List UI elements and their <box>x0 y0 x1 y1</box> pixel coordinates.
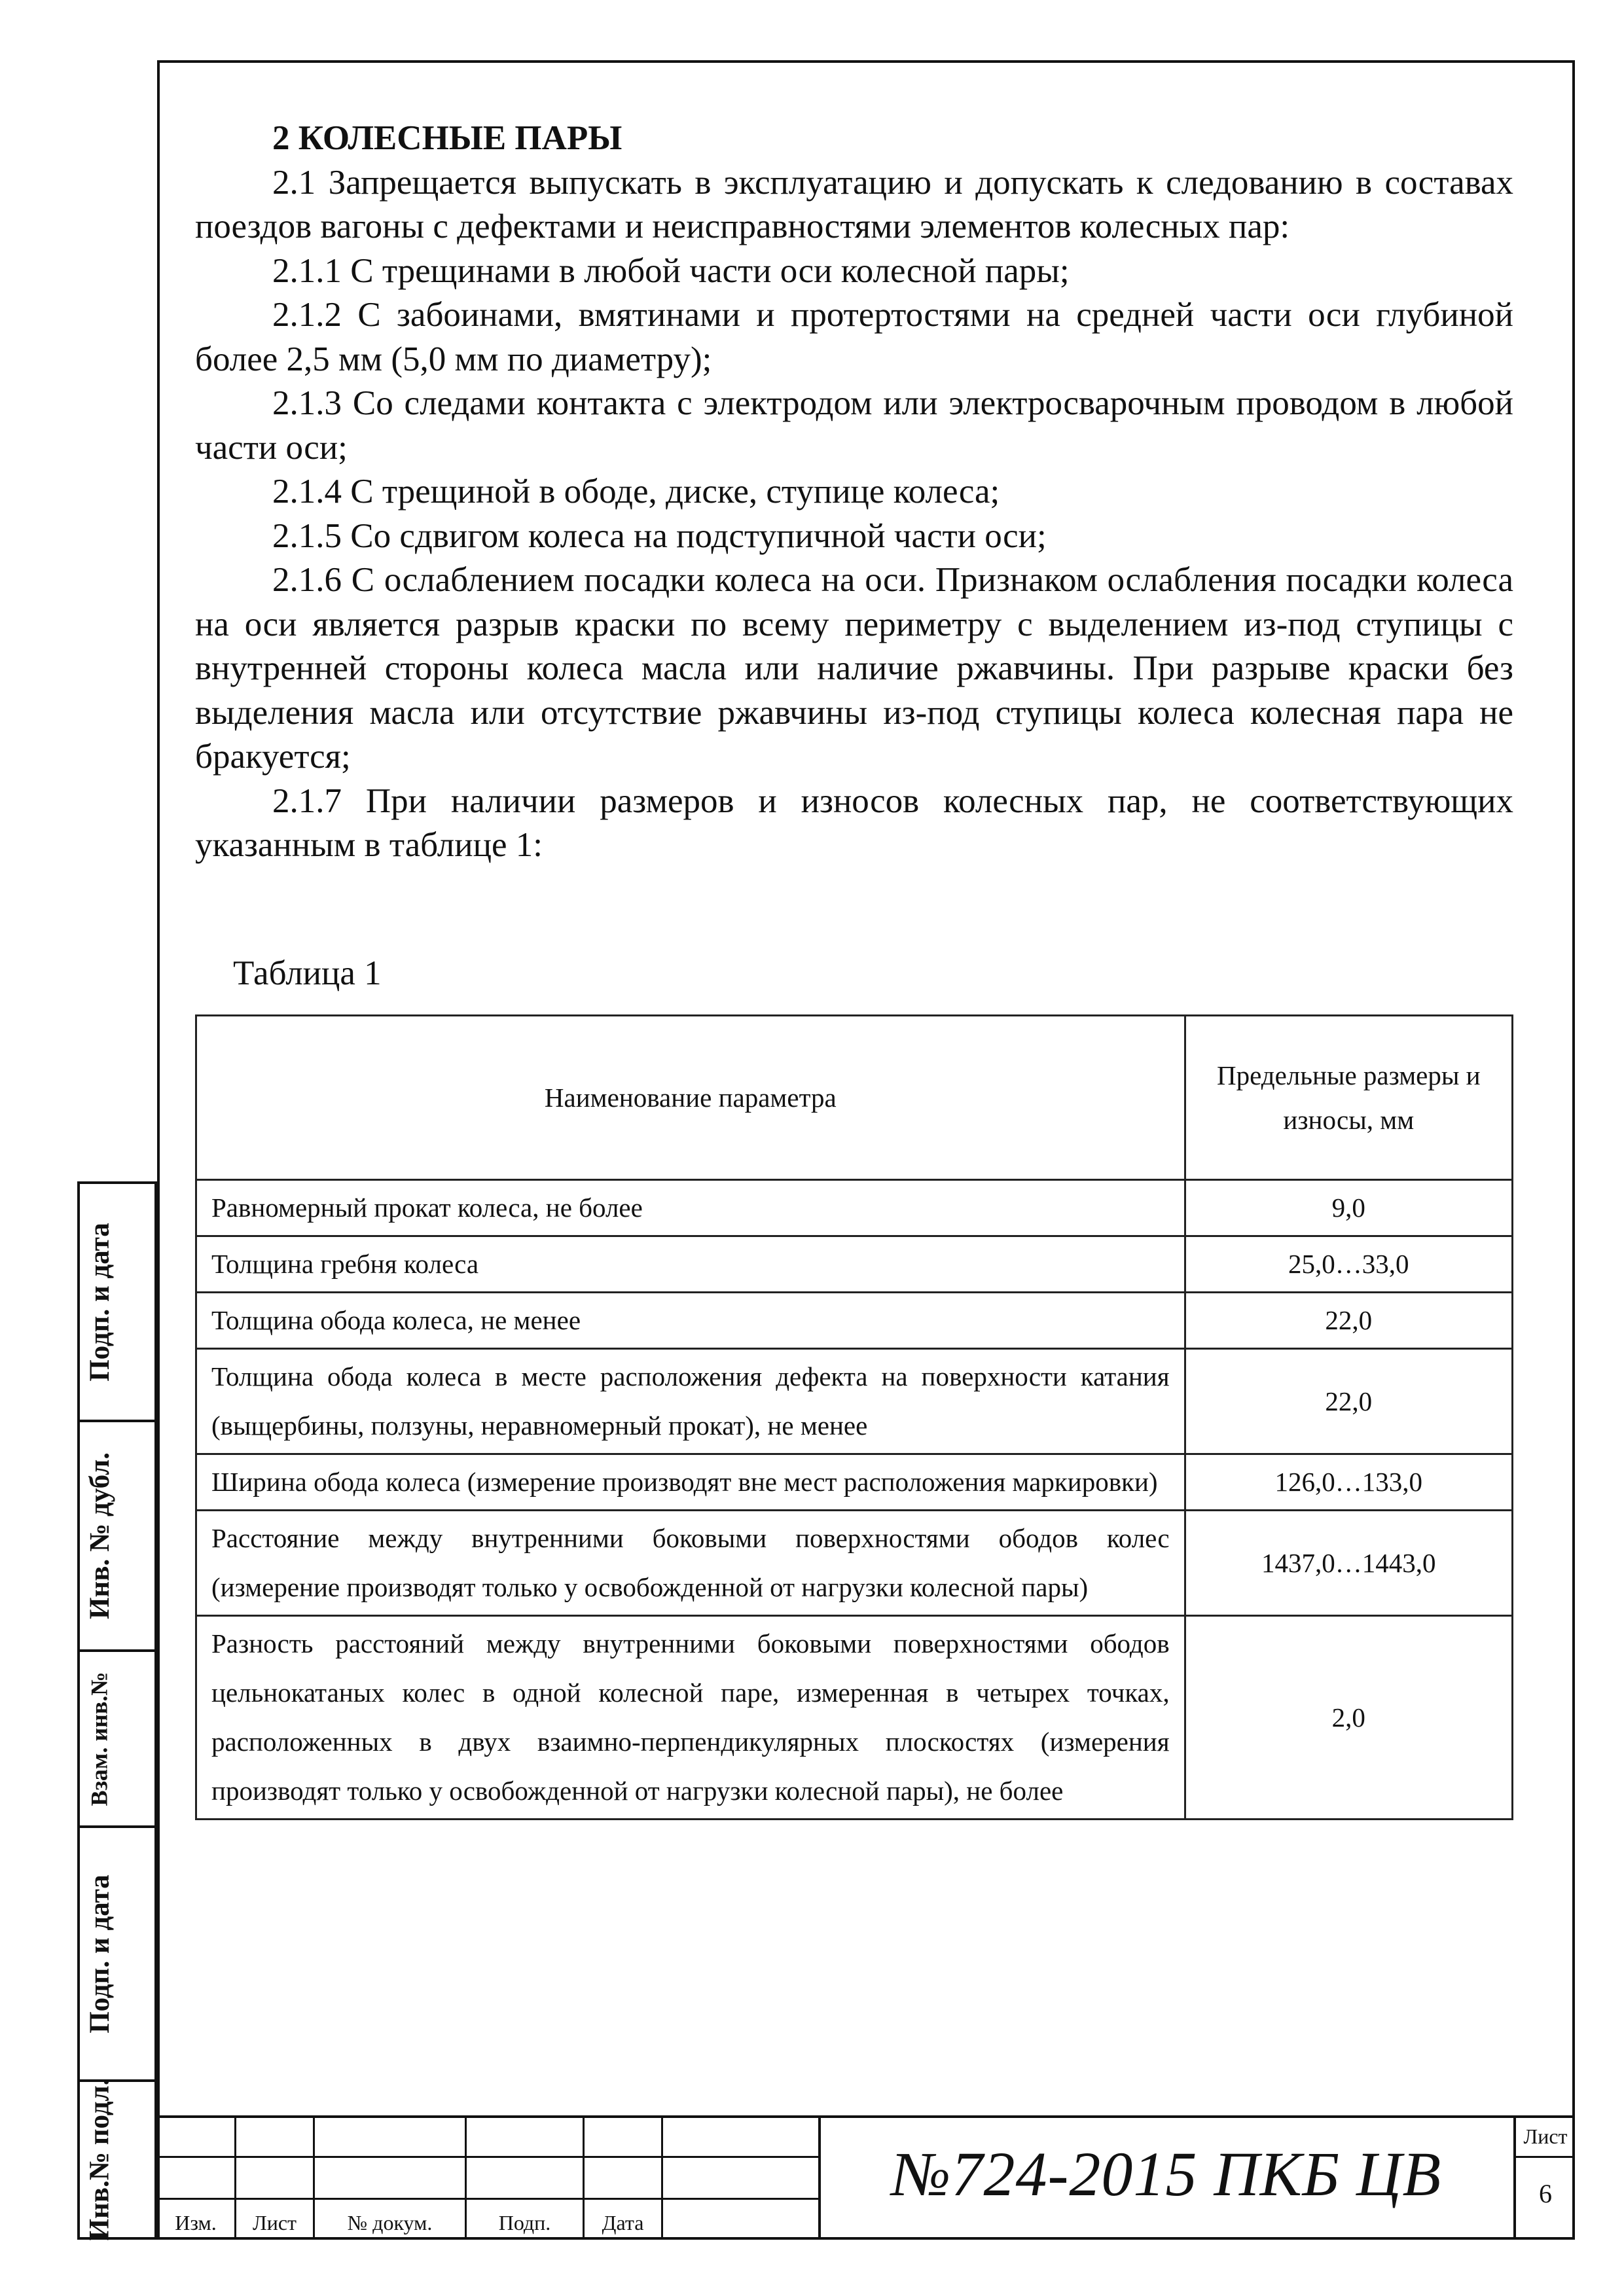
parameters-table <box>195 1014 1513 1820</box>
stamp-cell-dup-inv <box>77 1420 157 1652</box>
stamp-inv-orig-label: Инв.№ подл. <box>84 2078 115 2241</box>
row-value: 22,0 <box>1185 1349 1512 1454</box>
col-doc-label: № докум. <box>347 2211 433 2234</box>
paragraph-2-1-4: 2.1.4 С трещиной в ободе, диске, ступице колеса; <box>272 473 1000 511</box>
document-number: №724-2015 ПКБ ЦВ <box>891 2138 1442 2209</box>
title-block <box>157 2115 1575 2240</box>
col-izm-label: Изм. <box>175 2211 217 2234</box>
sheet-label: Лист <box>1523 2125 1568 2148</box>
row-name: Толщина обода колеса в месте расположения дефекта на поверхности катания (выщербины, ползуны, неравномерный прокат), не менее <box>196 1349 1185 1454</box>
row-value: 2,0 <box>1185 1616 1512 1820</box>
table-row <box>196 1236 1513 1293</box>
row-name: Толщина гребня колеса <box>196 1236 1185 1293</box>
table-row <box>196 1616 1513 1820</box>
stamp-signature-date-2-label: Подп. и дата <box>84 1874 115 2034</box>
table-row <box>196 1349 1513 1454</box>
row-name: Разность расстояний между внутренними боковыми поверхностями ободов цельнокатаных колес в одной колесной паре, измеренная в четырех точках, расположенных в двух взаимно-перпендикулярных плоскостях (измерения производят только у освобожденной от нагрузки колесной пары), не более <box>196 1616 1185 1820</box>
stamp-replace-inv-label: Взам. инв.№ <box>86 1671 113 1806</box>
stamp-cell-signature-date <box>77 1181 157 1422</box>
col-sign-label: Подп. <box>498 2211 551 2234</box>
row-value: 25,0…33,0 <box>1185 1236 1512 1293</box>
row-name: Толщина обода колеса, не менее <box>196 1293 1185 1349</box>
paragraph-2-1-5: 2.1.5 Со сдвигом колеса на подступичной части оси; <box>272 516 1047 555</box>
header-limit-values: Предельные размеры и износы, мм <box>1185 1016 1512 1180</box>
row-value: 9,0 <box>1185 1180 1512 1236</box>
stamp-cell-inv-orig <box>77 2079 157 2240</box>
table-row <box>196 1511 1513 1616</box>
document-body <box>195 117 1513 868</box>
row-value: 22,0 <box>1185 1293 1512 1349</box>
stamp-cell-replace-inv <box>77 1649 157 1828</box>
stamp-dup-inv-label: Инв. № дубл. <box>84 1452 115 1619</box>
paragraph-2-1-7: 2.1.7 При наличии размеров и износов колесных пар, не соответствующих указанным в таблице 1: <box>195 781 1513 864</box>
paragraph-2-1-1: 2.1.1 С трещинами в любой части оси колесной пары; <box>272 251 1070 290</box>
table-header-row <box>196 1016 1513 1180</box>
side-stamp <box>77 1181 157 2240</box>
col-date-label: Дата <box>602 2211 644 2234</box>
table-row <box>196 1180 1513 1236</box>
paragraph-2-1-6: 2.1.6 С ослаблением посадки колеса на оси. Признаком ослабления посадки колеса на оси является разрыв краски по всему периметру с выделением из-под ступицы с внутренней стороны колеса масла или наличие ржавчины. При разрыве краски без выделения масла или отсутствие ржавчины из-под ступицы колеса колесная пара не бракуется; <box>195 561 1513 776</box>
paragraph-2-1-2: 2.1.2 С забоинами, вмятинами и протертостями на средней части оси глубиной более 2,5 мм (5,0 мм по диаметру); <box>195 296 1513 378</box>
paragraph-2-1: 2.1 Запрещается выпускать в эксплуатацию и допускать к следованию в составах поездов вагоны с дефектами и неисправностями элементов колесных пар: <box>195 163 1513 245</box>
stamp-cell-signature-date-2 <box>77 1825 157 2082</box>
stamp-signature-date-label: Подп. и дата <box>84 1222 115 1382</box>
table-row <box>196 1454 1513 1511</box>
header-parameter-name: Наименование параметра <box>196 1016 1185 1180</box>
row-name: Ширина обода колеса (измерение производят вне мест расположения маркировки) <box>196 1454 1185 1511</box>
row-value: 1437,0…1443,0 <box>1185 1511 1512 1616</box>
table-caption: Таблица 1 <box>233 954 382 992</box>
section-heading: 2 КОЛЕСНЫЕ ПАРЫ <box>272 119 623 157</box>
col-list-label: Лист <box>252 2211 297 2234</box>
sheet-number: 6 <box>1539 2179 1552 2208</box>
row-name: Равномерный прокат колеса, не более <box>196 1180 1185 1236</box>
table-row <box>196 1293 1513 1349</box>
row-value: 126,0…133,0 <box>1185 1454 1512 1511</box>
paragraph-2-1-3: 2.1.3 Со следами контакта с электродом или электросварочным проводом в любой части оси; <box>195 384 1513 467</box>
row-name: Расстояние между внутренними боковыми поверхностями ободов колес (измерение производят только у освобожденной от нагрузки колесной пары) <box>196 1511 1185 1616</box>
